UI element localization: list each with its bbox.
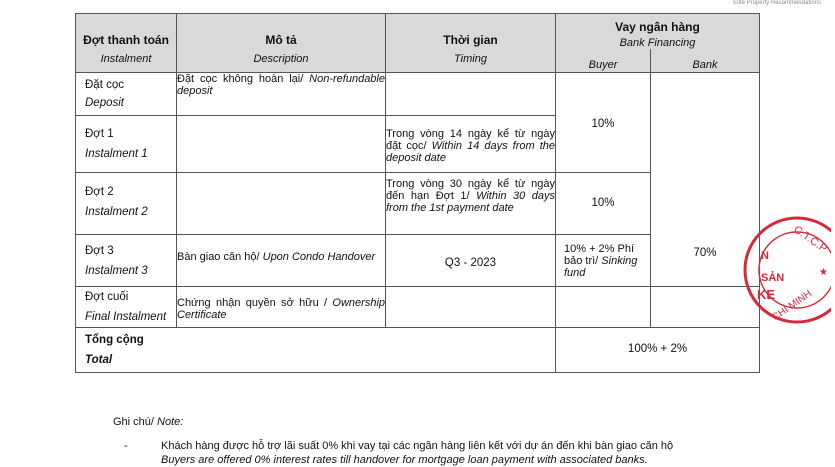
note-bullet <box>161 439 673 467</box>
desc-en: Non-refundable deposit <box>177 72 385 97</box>
header-instalment-vi: Đợt thanh toán <box>83 33 169 47</box>
company-seal-stamp <box>735 195 831 345</box>
seal-ring-bottom-text: CHÍ MINH <box>770 288 815 324</box>
buyer-instalment3-vi: 10% + 2% Phí bảo trì/ <box>564 242 635 267</box>
row-instalment1-name <box>76 115 177 172</box>
note-title-en: Note: <box>157 416 184 428</box>
timing-en: Within 14 days from the deposit date <box>386 139 556 164</box>
header-financing-vi: Vay ngân hàng <box>615 20 700 34</box>
table-header-row <box>76 14 760 50</box>
row-name-vi: Đợt cuối <box>85 290 129 303</box>
row-name-en: Deposit <box>85 96 124 109</box>
note-bullet-vi: Khách hàng được hỗ trợ lãi suất 0% khi vay tại các ngân hàng liên kết với dự án đến khi bàn giao căn hộ <box>161 440 674 452</box>
buyer-deposit-to-instalment1: 10% <box>556 72 651 172</box>
buyer-instalment3 <box>556 234 651 286</box>
row-name-en: Instalment 2 <box>85 205 148 218</box>
header-buyer-label: Buyer <box>588 59 618 71</box>
note-heading <box>113 416 183 428</box>
row-instalment3-description <box>177 234 386 286</box>
header-description-vi: Mô tả <box>265 33 297 47</box>
buyer-instalment2: 10% <box>556 172 651 234</box>
note-bullet-marker: - <box>124 440 128 452</box>
bank-percent: 70% <box>651 72 760 286</box>
row-instalment2-name <box>76 172 177 234</box>
buyer-final <box>556 286 651 327</box>
row-instalment2-timing <box>386 172 556 234</box>
row-name-en: Instalment 1 <box>85 147 148 160</box>
header-bank-label: Bank <box>692 59 718 71</box>
page-header-note: Elite Property Recommendations <box>733 0 821 6</box>
header-timing <box>386 14 556 73</box>
timing-en: Within 30 days from the 1st payment date <box>386 189 555 214</box>
total-label-vi: Tổng cộng <box>85 333 144 346</box>
table-row <box>76 286 760 327</box>
seal-center-text-2: SẢN <box>761 272 785 284</box>
desc-vi: Chứng nhận quyền sở hữu / <box>177 296 333 309</box>
total-row <box>76 327 760 372</box>
row-final-description <box>177 286 386 327</box>
row-name-en: Instalment 3 <box>85 264 148 277</box>
seal-center-text-1: N <box>761 250 769 262</box>
timing-vi: Trong vòng 14 ngày kể từ ngày đặt cọc/ <box>386 127 555 152</box>
header-bank <box>651 49 760 72</box>
row-instalment3-timing: Q3 - 2023 <box>386 234 556 286</box>
seal-ring-top-text: C.T.C.P <box>791 223 830 256</box>
row-name-vi: Đặt cọc <box>85 78 124 91</box>
desc-en: Ownership Certificate <box>177 296 385 321</box>
seal-center-text-3: KE <box>757 287 776 302</box>
header-instalment-en: Instalment <box>100 53 152 65</box>
row-name-vi: Đợt 1 <box>85 127 114 140</box>
buyer-instalment3-en: Sinking fund <box>564 254 638 279</box>
total-label-en: Total <box>85 353 113 366</box>
timing-vi: Trong vòng 30 ngày kể từ ngày đến hạn Đợt 1/ <box>386 177 555 202</box>
row-final-timing <box>386 286 556 327</box>
header-timing-vi: Thời gian <box>443 33 498 47</box>
seal-star-icon: ★ <box>819 267 828 278</box>
desc-vi: Bàn giao căn hộ/ <box>177 250 263 263</box>
row-instalment2-description <box>177 172 386 234</box>
row-final-name <box>76 286 177 327</box>
row-instalment1-description <box>177 115 386 172</box>
payment-schedule-table <box>75 13 760 373</box>
desc-vi: Đặt cọc không hoàn lại/ <box>177 72 310 85</box>
header-bank-financing <box>556 14 760 50</box>
row-name-vi: Đợt 3 <box>85 244 114 257</box>
header-instalment <box>76 14 177 73</box>
note-bullet-en: Buyers are offered 0% interest rates till handover for mortgage loan payment with associated banks. <box>161 454 648 466</box>
header-financing-en: Bank Financing <box>619 37 696 49</box>
row-name-en: Final Instalment <box>85 310 167 323</box>
table-row <box>76 72 760 115</box>
row-instalment1-timing <box>386 115 556 172</box>
row-deposit-description <box>177 72 386 115</box>
header-description <box>177 14 386 73</box>
row-name-vi: Đợt 2 <box>85 185 114 198</box>
row-instalment3-name <box>76 234 177 286</box>
row-deposit-name <box>76 72 177 115</box>
total-label <box>76 327 556 372</box>
desc-en: Upon Condo Handover <box>262 250 376 263</box>
note-title-vi: Ghi chú/ <box>113 416 158 428</box>
total-value: 100% + 2% <box>556 327 760 372</box>
row-deposit-timing <box>386 72 556 115</box>
header-timing-en: Timing <box>454 53 487 65</box>
header-buyer <box>556 49 651 72</box>
header-description-en: Description <box>253 53 309 65</box>
